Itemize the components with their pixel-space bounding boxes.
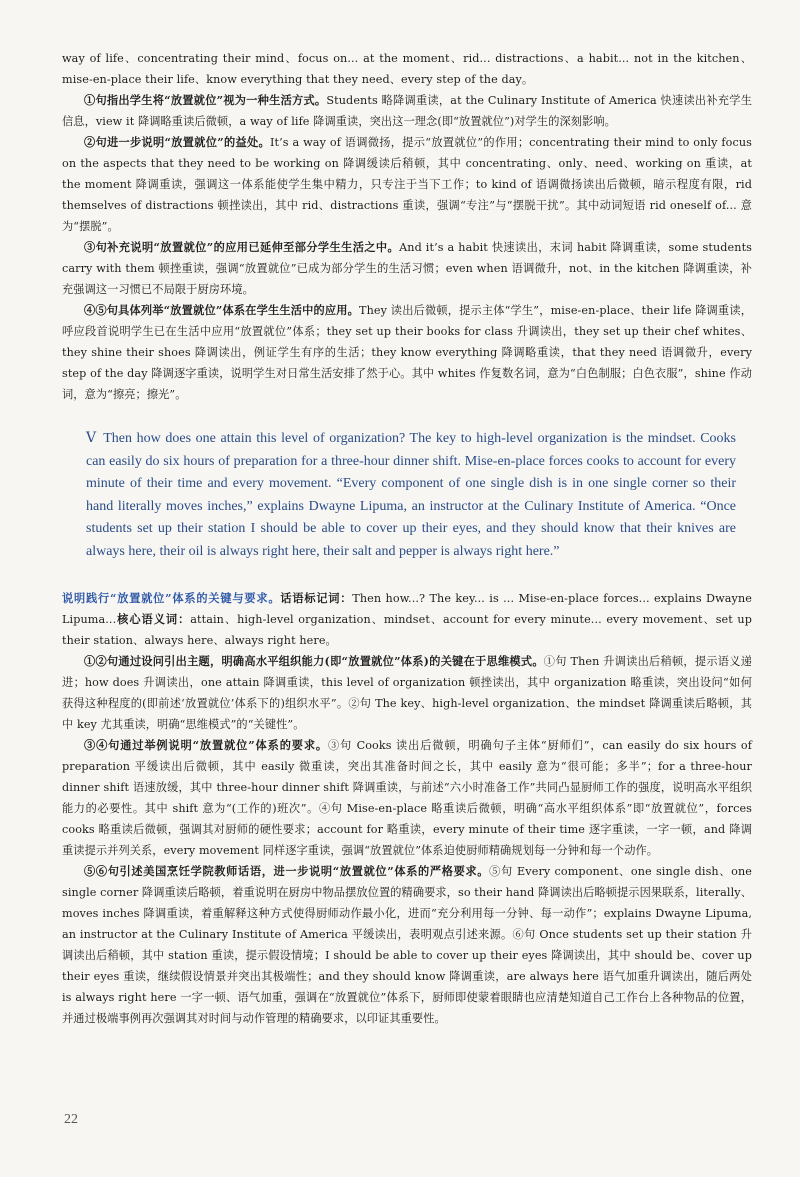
note-1-heading: ①句指出学生将“放置就位”视为一种生活方式。: [84, 93, 327, 107]
note-s56-body: ⑤句 Every component、one single dish、one single corner 降调重读后略顿，着重说明在厨房中物品摆放位置的精确要求，so their hand 降调读出后略顿提示因果联系，literally、moves inches 降调重读，着重解释这种方式使得厨师动作最小化，进而“充分利用每一分钟、每一动作”；explains Dwayne Lipuma, an instructor at the Culinary Institute of America 平缓读出，表明观点引述来源。⑥句 Once students set up their station 升调读出后稍顿，其中 station 重读，提示假设情境；I should be able to cover up their eyes 降调读出，其中 should be、cover up their eyes 重读，继续假设情景并突出其极端性；and they should know 降调重读，are always here 语气加重升调读出，随后两处 is always right here 一字一顿、语气加重，强调在“放置就位”体系下，厨师即使蒙着眼睛也应清楚知道自己工作台上各种物品的位置，并通过极端事例再次强调其对时间与动作管理的精确要求，以印证其重要性。: [62, 865, 752, 1025]
note-2-body: It’s a way of 语调微扬，提示“放置就位”的作用；concentrating their mind to only focus on the aspects that they need to be working on 降调缓读后稍顿，其中 concentrating、only、need、working on 重读，at the moment 降调重读，强调这一体系能使学生集中精力，只专注于当下工作；to kind of 语调微扬读出后微顿，暗示程度有限，rid themselves of distractions 顿挫读出，其中 rid、distractions 重读，强调“专注”与“摆脱干扰”。其中动词短语 rid oneself of... 意为“摆脱”。: [62, 136, 752, 233]
section-summary: [62, 588, 752, 651]
note-s34-heading: ③④句通过举例说明“放置就位”体系的要求。: [84, 738, 328, 752]
passage-text: Then how does one attain this level of organization? The key to high-level organization is the mindset. Cooks can easily do six hours of preparation for a three-hour dinner shift. Mise-en-place forces cooks to account for every minute of their time and every movement. “Every component of one single dish is in one single corner so their hand literally moves inches,” explains Dwayne Lipuma, an instructor at the Culinary Institute of America. “Once students set up their station I should be able to cover up their eyes, and they should know that their knives are always here, their oil is always right here, their salt and pepper is always right here.”: [86, 431, 736, 559]
note-s12: [62, 651, 752, 735]
note-2-heading: ②句进一步说明“放置就位”的益处。: [84, 135, 270, 149]
analysis-bottom-block: [62, 588, 752, 1029]
analysis-top-block: [62, 48, 752, 405]
note-2: [62, 132, 752, 237]
note-s56: [62, 861, 752, 1029]
note-s34: [62, 735, 752, 861]
note-3-heading: ③句补充说明“放置就位”的应用已延伸至部分学生生活之中。: [84, 240, 400, 254]
core-words-label: 核心语义词：: [116, 612, 191, 626]
note-3: [62, 237, 752, 300]
note-1: [62, 90, 752, 132]
markers-label: 话语标记词：: [280, 591, 353, 605]
markers-text: Then how...? The key... is ... Mise-en-place forces... explains Dwayne Lipuma...: [62, 592, 752, 626]
note-s12-body: ①句 Then 升调读出后稍顿，提示语义递进；how does 升调读出，one attain 降调重读，this level of organization 顿挫读出，其中 organization 略重读，突出设问“如何获得这种程度的(即前述‘放置就位’体系下的)组织水平”。②句 The key、high-level organization、the mindset 降调重读后略顿，其中 key 尤其重读，明确“思维模式”的“关键性”。: [62, 655, 752, 731]
section-heading: 说明践行“放置就位”体系的关键与要求。: [62, 591, 281, 605]
continued-keywords: way of life、concentrating their mind、focus on... at the moment、rid... distractions、a habit... not in the kitchen、mise-en-place their life、know everything that they need、every step of the day。: [62, 52, 752, 86]
note-4: [62, 300, 752, 405]
note-4-body: They 读出后微顿，提示主体“学生”，mise-en-place、their life 降调重读，呼应段首说明学生已在生活中应用“放置就位”体系；they set up their books for class 升调读出，they set up their chef whites、they shine their shoes 降调读出，例证学生有序的生活；they know everything 降调略重读，that they need 语调微升，every step of the day 降调逐字重读，说明学生对日常生活安排了然于心。其中 whites 作复数名词，意为“白色制服；白色衣服”，shine 作动词，意为“擦亮；擦光”。: [62, 304, 752, 401]
note-3-body: And it’s a habit 快速读出，末词 habit 降调重读，some students carry with them 顿挫重读，强调“放置就位”已成为部分学生的生活习惯；even when 语调微升，not、in the kitchen 降调重读，补充强调这一习惯已不局限于厨房环境。: [62, 241, 753, 296]
note-s56-heading: ⑤⑥句引述美国烹饪学院教师话语，进一步说明“放置就位”体系的严格要求。: [84, 864, 490, 878]
note-1-body: Students 略降调重读，at the Culinary Institute of America 快速读出补充学生信息，view it 降调略重读后微顿，a way of life 降调重读，突出这一理念(即“放置就位”)对学生的深刻影响。: [62, 94, 752, 128]
page-number: 22: [64, 1112, 78, 1127]
paragraph-numeral: Ⅴ: [86, 431, 98, 446]
core-words-text: attain、high-level organization、mindset、account for every minute... every movement、set up their station、always here、always right here。: [62, 613, 752, 647]
note-4-heading: ④⑤句具体列举“放置就位”体系在学生生活中的应用。: [84, 303, 360, 317]
reading-passage: [86, 428, 736, 564]
note-s34-body: ③句 Cooks 读出后微顿，明确句子主体“厨师们”，can easily do six hours of preparation 平缓读出后微顿，其中 easily 微重读，突出其准备时间之长，其中 easily 意为“很可能；多半”；for a three-hour dinner shift 语速放缓，其中 three-hour dinner shift 降调重读，与前述“六小时准备工作”共同凸显厨师工作的强度，说明高水平组织能力的必要性。其中 shift 意为“(工作的)班次”。④句 Mise-en-place 略重读后微顿，明确“高水平组织体系”即“放置就位”，forces cooks 略重读后微顿，强调其对厨师的硬性要求；account for 略重读，every minute of their time 逐字重读，一字一顿，and 降调重读提示并列关系，every movement 同样逐字重读，强调“放置就位”体系迫使厨师精确规划每一分钟和每一个动作。: [62, 739, 752, 857]
note-s12-heading: ①②句通过设问引出主题，明确高水平组织能力(即“放置就位”体系)的关键在于思维模式。: [84, 654, 544, 668]
